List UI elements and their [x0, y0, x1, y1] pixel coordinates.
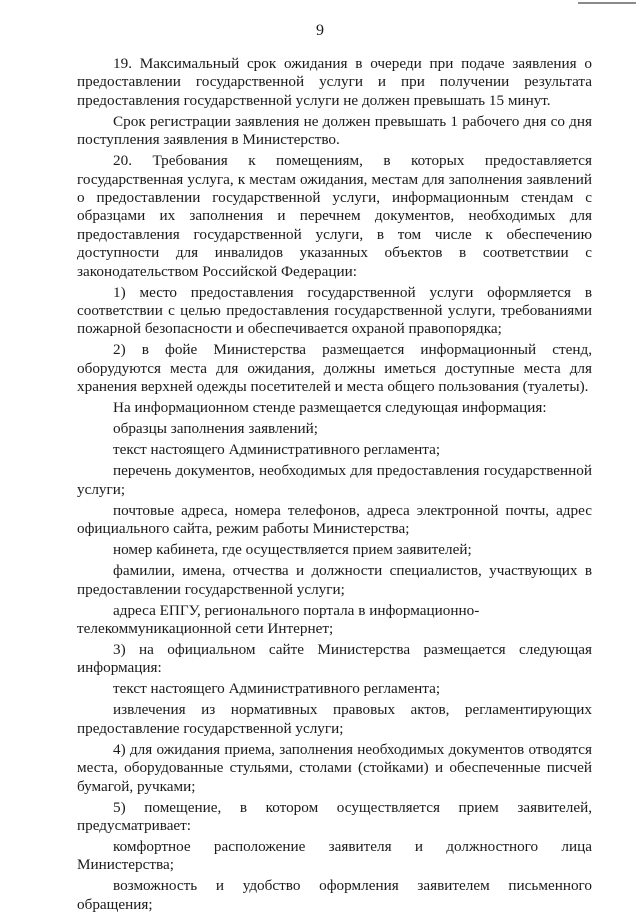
list-item: перечень документов, необходимых для предоставления государственной услуги; [77, 462, 592, 498]
document-body [77, 55, 592, 917]
paragraph-registration-term: Срок регистрации заявления не должен превышать 1 рабочего дня со дня поступления заявления в Министерство. [77, 112, 592, 149]
list-item: почтовые адреса, номера телефонов, адреса электронной почты, адрес официального сайта, режим работы Министерства; [77, 501, 592, 538]
paragraph-20: 20. Требования к помещениям, в которых предоставляется государственная услуга, к местам ожидания, местам для заполнения заявлений о предоставлении государственной услуги, информационным стендам с образцами их заполнения и перечнем документов, необходимых для предоставления государственной услуги, в том числе к обеспечению доступности для инвалидов указанных объектов в соответствии с законодательством Российской Федерации: [77, 152, 592, 280]
page-number: 9 [316, 22, 324, 39]
list-item: комфортное расположение заявителя и должностного лица Министерства; [77, 837, 592, 874]
list-item: текст настоящего Административного регламента; [113, 680, 441, 698]
scan-edge-mark [578, 2, 636, 4]
list-item: фамилии, имена, отчества и должности специалистов, участвующих в предоставлении государственной услуги; [77, 562, 592, 598]
list-item: адреса ЕПГУ, регионального портала в информационно- телекоммуникационной сети Интернет; [77, 601, 480, 637]
list-item-2: 2) в фойе Министерства размещается информационный стенд, оборудуются места для ожидания, должны иметься доступные места для хранения верхней одежды посетителей и места общего пользования (туалеты). [77, 341, 592, 396]
list-item-1: 1) место предоставления государственной услуги оформляется в соответствии с целью предоставления государственной услуги, требованиями пожарной безопасности и обеспечивается охраной правопорядка; [77, 283, 592, 338]
list-item: извлечения из нормативных правовых актов, регламентирующих предоставление государственной услуги; [77, 701, 592, 737]
paragraph-19: 19. Максимальный срок ожидания в очереди при подаче заявления о предоставлении государственной услуги и при получении результата предоставления государственной услуги не должен превышать 15 минут. [77, 55, 592, 109]
list-item: номер кабинета, где осуществляется прием заявителей; [113, 541, 472, 559]
list-item: текст настоящего Административного регламента; [113, 441, 441, 459]
list-item-5: 5) помещение, в котором осуществляется прием заявителей, предусматривает: [77, 798, 592, 834]
list-item: возможность и удобство оформления заявителем письменного обращения; [77, 877, 592, 913]
list-item-3: 3) на официальном сайте Министерства размещается следующая информация: [77, 640, 592, 677]
list-item-4: 4) для ожидания приема, заполнения необходимых документов отводятся места, оборудованные стульями, столами (стойками) и обеспеченные писчей бумагой, ручками; [77, 740, 592, 795]
list-item: образцы заполнения заявлений; [113, 420, 318, 438]
paragraph-stand-info: На информационном стенде размещается следующая информация: [113, 399, 547, 417]
